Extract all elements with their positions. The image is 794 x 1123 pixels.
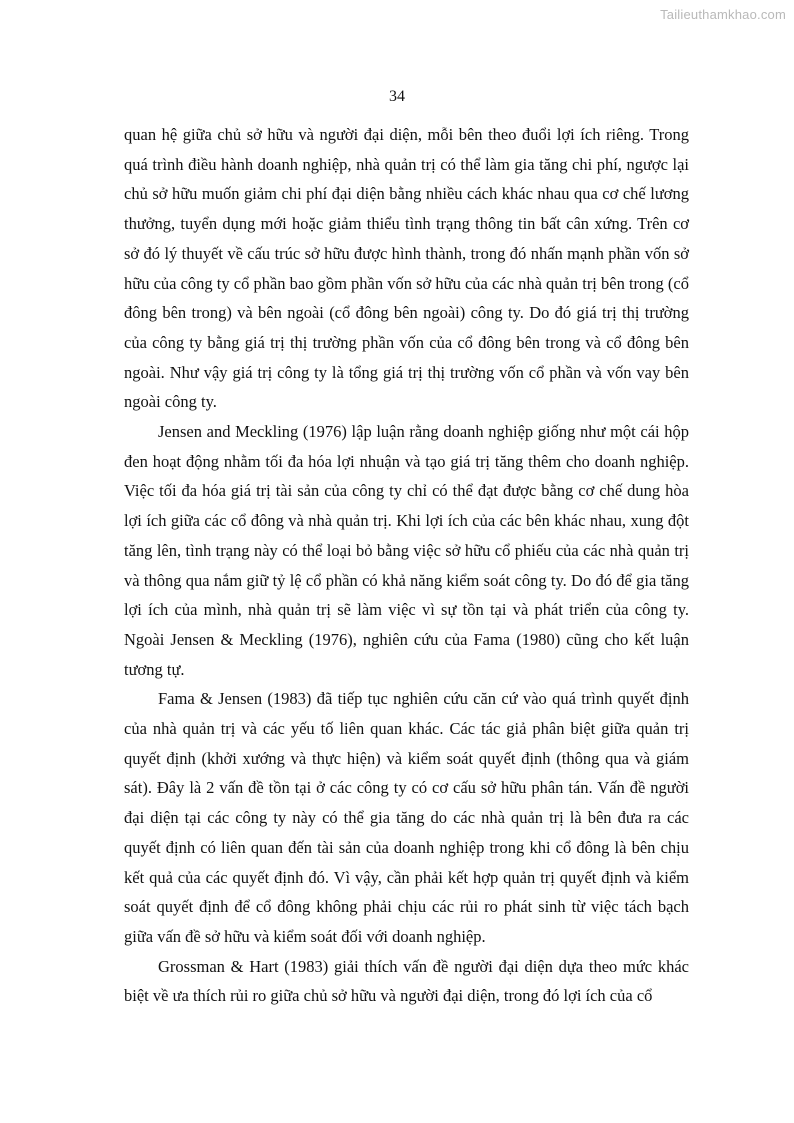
paragraph-continuation: quan hệ giữa chủ sở hữu và người đại diện, mỗi bên theo đuổi lợi ích riêng. Trong quá trình điều hành doanh nghiệp, nhà quản trị có thể làm gia tăng chi phí, ngược lại chủ sở hữu muốn giảm chi phí đại diện bằng nhiều cách khác nhau qua cơ chế lương thưởng, tuyển dụng mới hoặc giảm thiểu tình trạng thông tin bất cân xứng. Trên cơ sở đó lý thuyết về cấu trúc sở hữu được hình thành, trong đó nhấn mạnh phần vốn sở hữu của công ty cổ phần bao gồm phần vốn sở hữu của các nhà quản trị bên trong (cổ đông bên trong) và bên ngoài (cổ đông bên ngoài) công ty. Do đó giá trị thị trường của công ty bằng giá trị thị trường phần vốn của cổ đông bên trong và cổ đông bên ngoài. Như vậy giá trị công ty là tổng giá trị thị trường vốn cổ phần và vốn vay bên ngoài công ty. xyxy=(124,125,689,412)
paragraph-fama-jensen: Fama & Jensen (1983) đã tiếp tục nghiên cứu căn cứ vào quá trình quyết định của nhà quản trị và các yếu tố liên quan khác. Các tác giả phân biệt giữa quản trị quyết định (khởi xướng và thực hiện) và kiểm soát quyết định (thông qua và giám sát). Đây là 2 vấn đề tồn tại ở các công ty có cơ cấu sở hữu phân tán. Vấn đề người đại diện tại các công ty này có thể gia tăng do các nhà quản trị là bên đưa ra các quyết định có liên quan đến tài sản của doanh nghiệp trong khi cổ đông là bên chịu kết quả của các quyết định đó. Vì vậy, cần phải kết hợp quản trị quyết định và kiểm soát quyết định để cổ đông không phải chịu các rủi ro phát sinh từ việc tách bạch giữa vấn đề sở hữu và kiểm soát đối với doanh nghiệp. xyxy=(124,689,689,946)
paragraph-jensen-meckling: Jensen and Meckling (1976) lập luận rằng doanh nghiệp giống như một cái hộp đen hoạt động nhằm tối đa hóa lợi nhuận và tạo giá trị tăng thêm cho doanh nghiệp. Việc tối đa hóa giá trị tài sản của công ty chỉ có thể đạt được bằng cơ chế dung hòa lợi ích giữa các cổ đông và nhà quản trị. Khi lợi ích của các bên khác nhau, xung đột tăng lên, tình trạng này có thể loại bỏ bằng việc sở hữu cổ phiếu của các nhà quản trị và thông qua nắm giữ tỷ lệ cổ phần có khả năng kiểm soát công ty. Do đó để gia tăng lợi ích của mình, nhà quản trị sẽ làm việc vì sự tồn tại và phát triển của công ty. Ngoài Jensen & Meckling (1976), nghiên cứu của Fama (1980) cũng cho kết luận tương tự. xyxy=(124,422,689,679)
paragraph-grossman-hart: Grossman & Hart (1983) giải thích vấn đề người đại diện dựa theo mức khác biệt về ưa thích rủi ro giữa chủ sở hữu và người đại diện, trong đó lợi ích của cổ xyxy=(124,956,689,1006)
document-body xyxy=(124,120,689,1011)
watermark: Tailieuthamkhao.com xyxy=(660,7,786,22)
page-number: 34 xyxy=(389,88,405,105)
